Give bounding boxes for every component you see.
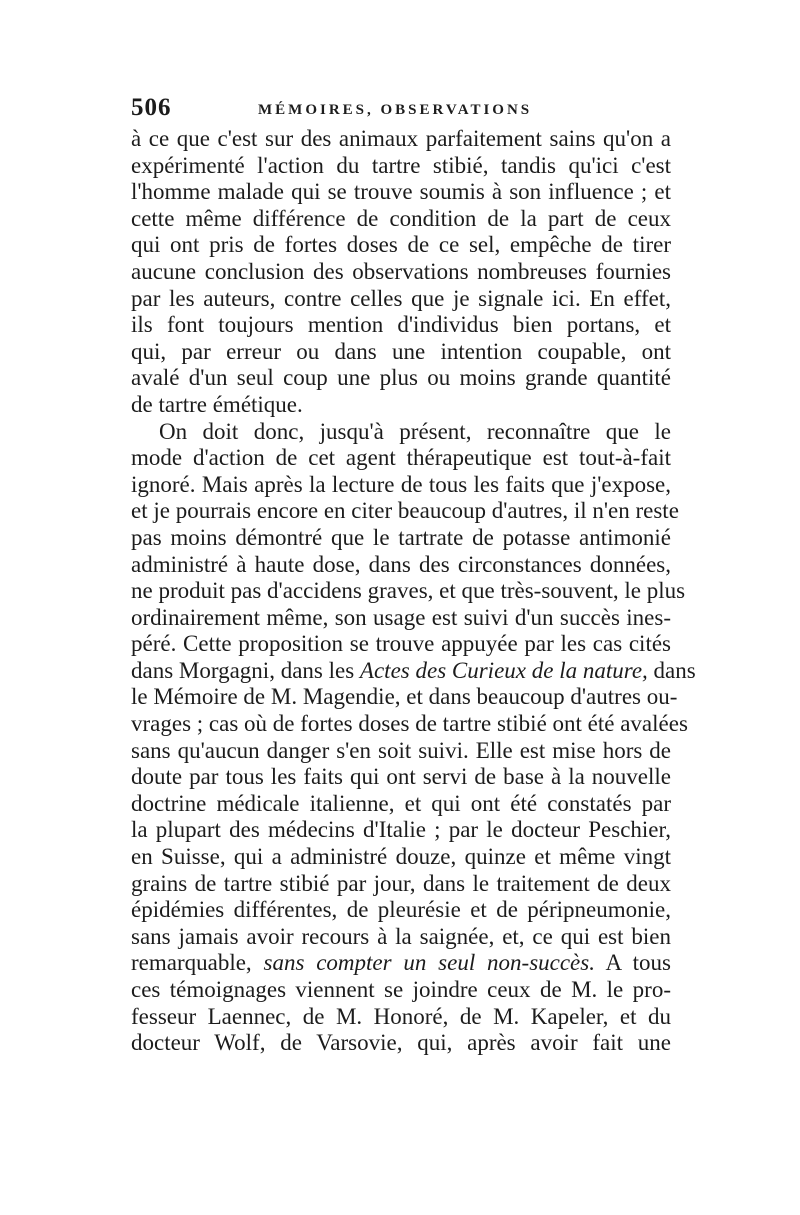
- text-segment: A tous: [594, 950, 671, 976]
- text-line: vrages ; cas où de fortes doses de tartre stibié ont été avalées: [131, 711, 688, 737]
- text-line: grains de tartre stibié par jour, dans le traitement de deux: [131, 870, 671, 896]
- text-line: ces témoignages viennent se joindre ceux de M. le pro-: [131, 977, 671, 1002]
- text-line: fesseur Laennec, de M. Honoré, de M. Kapeler, et du: [131, 1003, 671, 1029]
- text-line-with-italic: [131, 657, 696, 685]
- text-line: aucune conclusion des observations nombreuses fournies: [131, 258, 671, 284]
- paragraph-start-line: On doit donc, jusqu'à présent, reconnaître que le: [159, 418, 671, 444]
- text-line: sans qu'aucun danger s'en soit suivi. Elle est mise hors de: [131, 737, 671, 763]
- text-segment: dans Morgagni, dans les: [131, 657, 360, 683]
- text-line: et je pourrais encore en citer beaucoup d'autres, il n'en reste: [131, 498, 679, 524]
- text-line: docteur Wolf, de Varsovie, qui, après avoir fait une: [131, 1030, 671, 1056]
- page-header: [131, 94, 671, 124]
- text-line: le Mémoire de M. Magendie, et dans beaucoup d'autres ou-: [131, 684, 678, 710]
- body-text: [131, 126, 696, 1057]
- text-line: qui ont pris de fortes doses de ce sel, empêche de tirer: [131, 232, 671, 258]
- text-segment: dans: [647, 657, 696, 683]
- text-line: ne produit pas d'accidens graves, et que très-souvent, le plus: [131, 578, 686, 604]
- text-line: pas moins démontré que le tartrate de potasse antimonié: [131, 524, 671, 550]
- page-number: 506: [131, 94, 172, 121]
- text-line: expérimenté l'action du tartre stibié, tandis qu'ici c'est: [131, 152, 671, 178]
- text-line: de tartre émétique.: [131, 391, 303, 417]
- text-line: cette même différence de condition de la part de ceux: [131, 205, 671, 231]
- text-line: la plupart des médecins d'Italie ; par le docteur Peschier,: [131, 817, 671, 843]
- italic-phrase: sans compter un seul non-succès.: [263, 950, 595, 976]
- text-segment: remarquable,: [131, 950, 264, 976]
- text-line: à ce que c'est sur des animaux parfaitement sains qu'on a: [131, 126, 671, 151]
- text-line: mode d'action de cet agent thérapeutique est tout-à-fait: [131, 445, 671, 471]
- text-line: sans jamais avoir recours à la saignée, et, ce qui est bien: [131, 923, 671, 949]
- text-line: administré à haute dose, dans des circonstances données,: [131, 551, 671, 577]
- text-line: avalé d'un seul coup une plus ou moins grande quantité: [131, 365, 671, 391]
- text-line: ordinairement même, son usage est suivi d'un succès ines-: [131, 604, 671, 630]
- text-line: par les auteurs, contre celles que je signale ici. En effet,: [131, 285, 671, 311]
- text-line: l'homme malade qui se trouve soumis à son influence ; et: [131, 179, 671, 205]
- text-line: ignoré. Mais après la lecture de tous les faits que j'expose,: [131, 471, 671, 497]
- text-line: péré. Cette proposition se trouve appuyée par les cas cités: [131, 631, 671, 657]
- text-line: en Suisse, qui a administré douze, quinze et même vingt: [131, 844, 671, 870]
- text-line: doute par tous les faits qui ont servi de base à la nouvelle: [131, 764, 671, 790]
- text-line: qui, par erreur ou dans une intention coupable, ont: [131, 338, 671, 364]
- running-title: MÉMOIRES, OBSERVATIONS: [258, 102, 533, 118]
- text-line-with-italic: [131, 950, 671, 977]
- italic-title: Actes des Curieux de la nature,: [359, 657, 648, 683]
- text-line: épidémies différentes, de pleurésie et de péripneumonie,: [131, 897, 671, 923]
- text-line: doctrine médicale italienne, et qui ont été constatés par: [131, 790, 671, 816]
- text-line: ils font toujours mention d'individus bien portans, et: [131, 312, 671, 338]
